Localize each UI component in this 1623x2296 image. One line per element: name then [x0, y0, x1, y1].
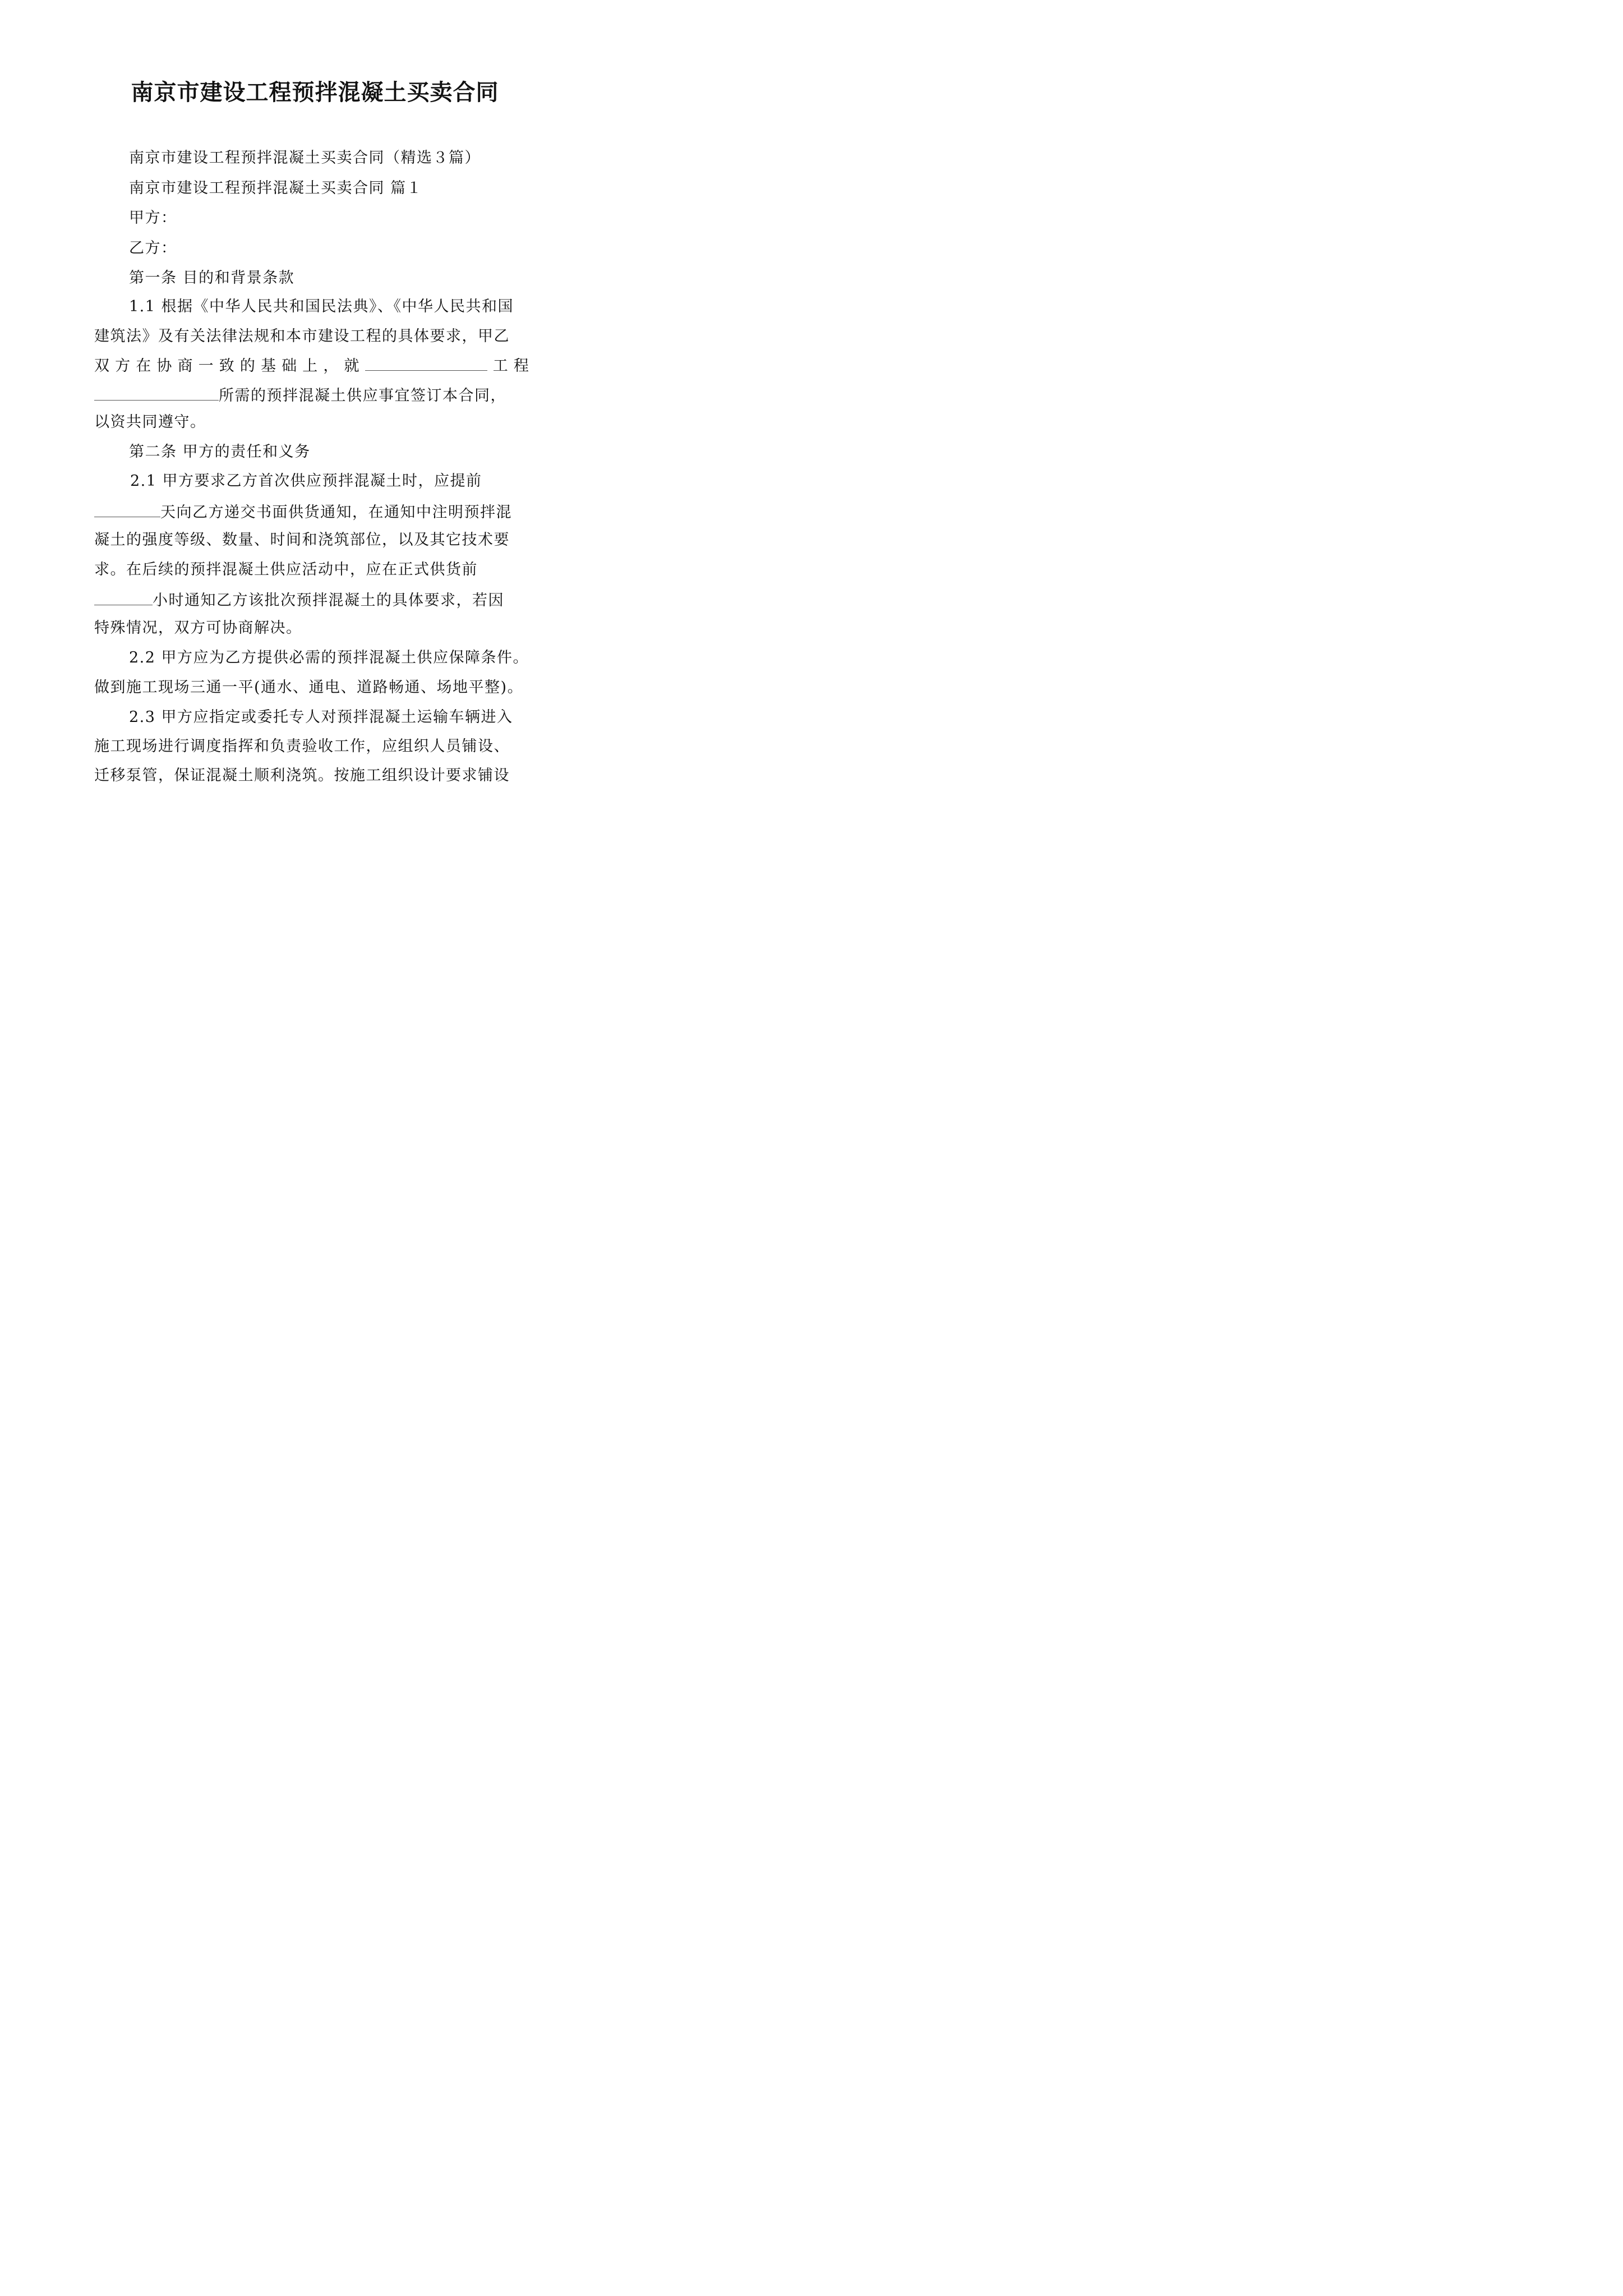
clause-1-1-line-3 — [94, 355, 529, 376]
clause-2-2-line-2: 做到施工现场三通一平(通水、通电、道路畅通、场地平整)。 — [94, 679, 524, 696]
document-page — [0, 0, 630, 891]
clause-1-1-line-4 — [94, 384, 529, 406]
clause-2-3-line-3: 迁移泵管，保证混凝土顺利浇筑。按施工组织设计要求铺设 — [94, 767, 510, 784]
clause-2-1-line-2-text: 天向乙方递交书面供货通知，在通知中注明预拌混 — [160, 504, 512, 521]
days-blank-line — [94, 501, 160, 517]
clause-1-1-line-3-char: 的 — [239, 357, 255, 375]
clause-1-1-line-3-char: 工 — [492, 357, 508, 375]
hours-blank-line — [94, 589, 153, 605]
clause-2-1-line-5 — [94, 589, 529, 611]
clause-1-1-line-3-char: 就 — [344, 357, 359, 375]
clause-1-1-line-3-char: 商 — [177, 357, 193, 375]
party-a-label: 甲方： — [129, 209, 177, 227]
clause-1-1-line-3-char: 在 — [136, 357, 151, 375]
project-blank-line — [365, 355, 487, 371]
document-title: 南京市建设工程预拌混凝土买卖合同 — [131, 79, 499, 105]
clause-1-1-line-3-char: 致 — [219, 357, 234, 375]
clause-1-1-line-3-char: 双 — [94, 357, 109, 375]
party-b-label: 乙方： — [129, 240, 177, 257]
subtitle: 南京市建设工程预拌混凝土买卖合同（精选３篇） — [129, 149, 481, 167]
clause-2-1-line-6: 特殊情况，双方可协商解决。 — [94, 619, 302, 637]
clause-1-1-line-3-char: 基 — [261, 357, 276, 375]
clause-2-1-line-5-text: 小时通知乙方该批次预拌混凝土的具体要求，若因 — [153, 592, 504, 609]
clause-1-1-line-2: 建筑法》及有关法律法规和本市建设工程的具体要求，甲乙 — [94, 328, 510, 345]
clause-2-1-line-1: 2.1 甲方要求乙方首次供应预拌混凝土时，应提前 — [130, 472, 482, 490]
article-2-heading: 第二条 甲方的责任和义务 — [129, 443, 311, 461]
section-heading: 南京市建设工程预拌混凝土买卖合同 篇１ — [129, 180, 423, 197]
clause-1-1-line-5: 以资共同遵守。 — [94, 413, 206, 431]
clause-2-3-line-2: 施工现场进行调度指挥和负责验收工作，应组织人员铺设、 — [94, 738, 510, 755]
clause-1-1-line-1: 1.1 根据《中华人民共和国民法典》、《中华人民共和国 — [129, 298, 514, 315]
clause-1-1-line-3-char: 础 — [282, 357, 297, 375]
clause-1-1-line-3-char: 上 — [302, 357, 318, 375]
clause-2-2-line-1: 2.2 甲方应为乙方提供必需的预拌混凝土供应保障条件。 — [129, 649, 529, 666]
clause-1-1-line-3-char: ， — [323, 357, 339, 375]
project-name-blank-line — [94, 384, 219, 401]
clause-2-1-line-3: 凝土的强度等级、数量、时间和浇筑部位，以及其它技术要 — [94, 531, 510, 549]
clause-1-1-line-4-text: 所需的预拌混凝土供应事宜签订本合同， — [219, 387, 506, 404]
clause-2-1-line-2 — [94, 501, 529, 523]
clause-1-1-line-3-char: 协 — [156, 357, 172, 375]
clause-2-1-line-4: 求。在后续的预拌混凝土供应活动中，应在正式供货前 — [94, 561, 478, 578]
clause-1-1-line-3-char: 一 — [198, 357, 214, 375]
clause-1-1-line-3-char: 程 — [513, 357, 529, 375]
article-1-heading: 第一条 目的和背景条款 — [129, 269, 295, 287]
clause-2-3-line-1: 2.3 甲方应指定或委托专人对预拌混凝土运输车辆进入 — [129, 708, 513, 726]
clause-1-1-line-3-char: 方 — [115, 357, 131, 375]
